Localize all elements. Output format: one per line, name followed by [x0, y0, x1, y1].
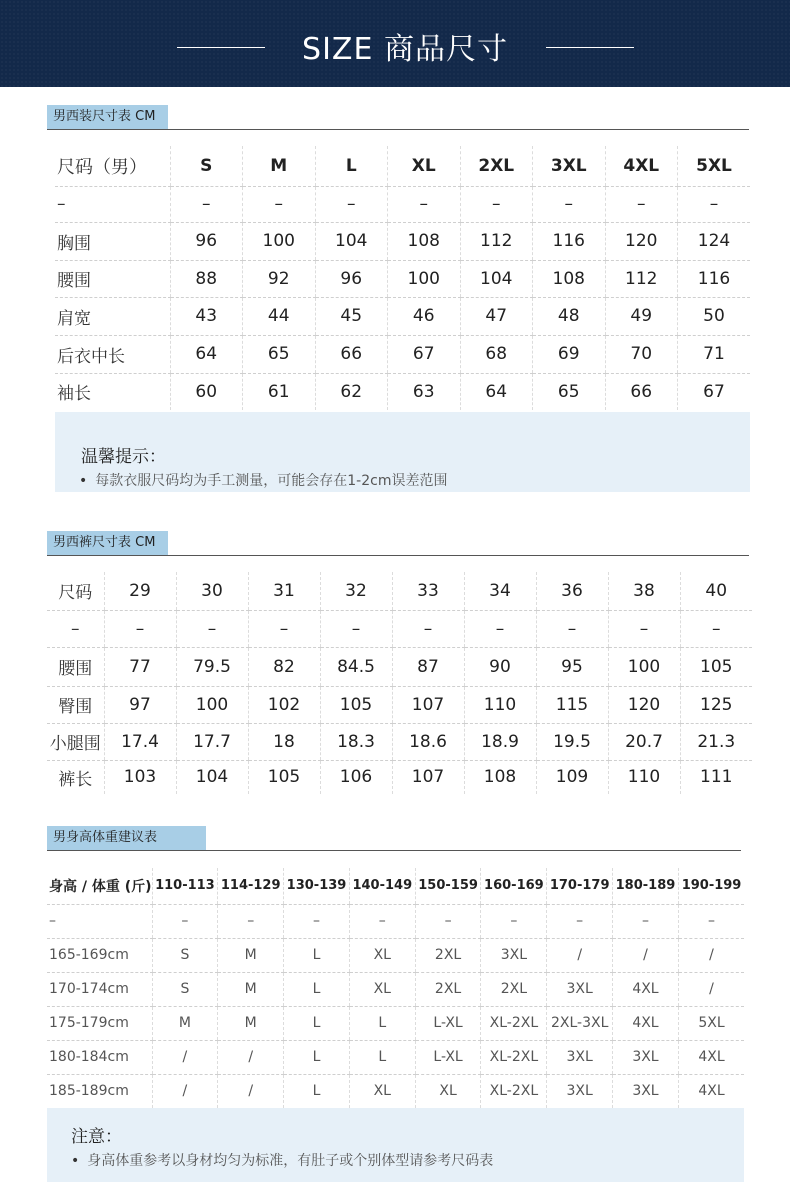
row-label: 170-174cm	[47, 972, 152, 1006]
table-cell: 108	[464, 760, 536, 794]
table-cell: 48	[533, 297, 606, 335]
column-header: M	[243, 146, 316, 186]
table-cell: L	[284, 1006, 350, 1040]
table-cell: L	[284, 1040, 350, 1074]
table-cell: XL	[349, 972, 415, 1006]
table-row	[55, 186, 750, 222]
table-cell: 46	[388, 297, 461, 335]
table-cell: XL	[415, 1074, 481, 1108]
table-cell: 95	[536, 647, 608, 686]
table-cell: 47	[460, 297, 533, 335]
header-left-rule	[177, 47, 265, 48]
column-header: 33	[392, 572, 464, 610]
table-cell: –	[315, 186, 388, 222]
table-cell: 105	[320, 686, 392, 723]
table-cell: 65	[243, 335, 316, 373]
table-cell: –	[533, 186, 606, 222]
table-cell: 100	[243, 222, 316, 260]
table-cell: 112	[605, 260, 678, 297]
table-cell: M	[152, 1006, 218, 1040]
table-cell: 107	[392, 760, 464, 794]
row-label: 185-189cm	[49, 1083, 129, 1100]
table-row	[47, 938, 744, 972]
table-cell: 3XL	[481, 938, 547, 972]
table-cell: /	[152, 1074, 218, 1108]
table-cell: 3XL	[547, 972, 613, 1006]
table-cell: 125	[680, 686, 752, 723]
row-label: 裤长	[58, 769, 93, 790]
table-cell: –	[392, 610, 464, 647]
table-cell: 79.5	[176, 647, 248, 686]
column-header: 3XL	[533, 146, 606, 186]
table-row	[47, 1074, 744, 1108]
table-cell: 69	[533, 335, 606, 373]
table-cell: 111	[680, 760, 752, 794]
table-cell: /	[678, 938, 744, 972]
pants-section-rule	[47, 555, 749, 556]
table-cell: 45	[315, 297, 388, 335]
table-cell: –	[243, 186, 316, 222]
table-row	[47, 1040, 744, 1074]
table-cell: L	[284, 938, 350, 972]
table-cell: /	[678, 972, 744, 1006]
row-label: 180-184cm	[47, 1040, 152, 1074]
table-cell: 88	[170, 260, 243, 297]
table-cell: 115	[536, 686, 608, 723]
column-header: 130-139	[284, 868, 350, 904]
pants-size-table-label: 男西裤尺寸表 CM	[47, 531, 168, 555]
table-cell: 66	[605, 373, 678, 410]
table-cell: 61	[243, 373, 316, 410]
table-cell: M	[218, 1006, 284, 1040]
table-cell: 49	[605, 297, 678, 335]
table-row	[55, 260, 750, 297]
table-cell: 18.3	[320, 723, 392, 760]
row-header-title: 身高 / 体重 (斤)	[47, 868, 152, 904]
column-header: 5XL	[678, 146, 751, 186]
table-cell: /	[613, 938, 679, 972]
table-cell: –	[170, 186, 243, 222]
table-cell: 105	[680, 647, 752, 686]
row-label: 165-169cm	[47, 938, 152, 972]
table-cell: 5XL	[678, 1006, 744, 1040]
suit-tip-item: • 每款衣服尺码均为手工测量，可能会存在1-2cm误差范围	[79, 470, 447, 490]
table-header-row	[55, 146, 750, 186]
row-label: 小腿围	[47, 723, 104, 760]
row-label: –	[47, 904, 152, 938]
table-cell: –	[248, 610, 320, 647]
table-cell: 4XL	[613, 1006, 679, 1040]
table-cell: 109	[536, 760, 608, 794]
table-cell: 44	[243, 297, 316, 335]
table-cell: –	[460, 186, 533, 222]
table-cell: 108	[533, 260, 606, 297]
height-weight-table	[47, 868, 744, 1108]
table-cell: –	[613, 904, 679, 938]
row-label: 肩宽	[55, 297, 170, 335]
table-cell: 104	[315, 222, 388, 260]
table-cell: 100	[608, 647, 680, 686]
table-cell: 50	[678, 297, 751, 335]
table-cell: 105	[248, 760, 320, 794]
header-right-rule	[546, 47, 634, 48]
table-row	[55, 297, 750, 335]
table-cell: 60	[170, 373, 243, 410]
page-header	[0, 0, 790, 87]
row-label: –	[55, 186, 170, 222]
table-cell: 70	[605, 335, 678, 373]
table-cell: 106	[320, 760, 392, 794]
table-cell: 4XL	[678, 1074, 744, 1108]
table-cell: –	[605, 186, 678, 222]
table-cell: –	[415, 904, 481, 938]
column-header: 110-113	[152, 868, 218, 904]
table-header-row	[47, 868, 744, 904]
suit-size-table-label: 男西装尺寸表 CM	[47, 105, 168, 129]
table-row	[47, 972, 744, 1006]
table-cell: 18.6	[392, 723, 464, 760]
row-label: –	[47, 610, 104, 647]
table-cell: 100	[176, 686, 248, 723]
fit-table-label: 男身高体重建议表	[47, 826, 206, 850]
column-header: 150-159	[415, 868, 481, 904]
table-cell: 107	[392, 686, 464, 723]
table-cell: 64	[460, 373, 533, 410]
table-cell: 116	[533, 222, 606, 260]
table-cell: 100	[388, 260, 461, 297]
table-cell: L	[284, 1074, 350, 1108]
table-row	[55, 222, 750, 260]
column-header: 38	[608, 572, 680, 610]
table-cell: 64	[170, 335, 243, 373]
fit-note-box	[47, 1108, 744, 1182]
column-header: 29	[104, 572, 176, 610]
table-cell: 104	[176, 760, 248, 794]
table-row	[55, 373, 750, 410]
table-cell: –	[608, 610, 680, 647]
table-row	[47, 686, 752, 723]
table-cell: 4XL	[678, 1040, 744, 1074]
suit-tip-box	[55, 412, 750, 492]
suit-tip-title: 温馨提示：	[81, 447, 166, 467]
table-cell: 77	[104, 647, 176, 686]
table-row	[47, 723, 752, 760]
table-cell: 120	[608, 686, 680, 723]
table-row	[47, 647, 752, 686]
table-cell: 104	[460, 260, 533, 297]
table-cell: XL	[349, 938, 415, 972]
column-header: XL	[388, 146, 461, 186]
row-header-title: 尺码	[47, 572, 104, 610]
column-header: 30	[176, 572, 248, 610]
table-cell: XL-2XL	[481, 1074, 547, 1108]
table-cell: 62	[315, 373, 388, 410]
column-header: 2XL	[460, 146, 533, 186]
column-header: 170-179	[547, 868, 613, 904]
table-cell: 97	[104, 686, 176, 723]
table-cell: –	[464, 610, 536, 647]
row-label: 袖长	[57, 384, 91, 405]
table-cell: 43	[170, 297, 243, 335]
table-cell: /	[218, 1040, 284, 1074]
table-cell: 18	[248, 723, 320, 760]
table-cell: 67	[388, 335, 461, 373]
table-cell: S	[152, 938, 218, 972]
table-header-row	[47, 572, 752, 610]
table-cell: 116	[678, 260, 751, 297]
table-cell: –	[547, 904, 613, 938]
suit-section-rule	[47, 129, 749, 130]
row-label: 胸围	[55, 222, 170, 260]
table-cell: XL-2XL	[481, 1040, 547, 1074]
table-cell: 19.5	[536, 723, 608, 760]
table-cell: 65	[533, 373, 606, 410]
table-cell: 103	[104, 760, 176, 794]
column-header: 34	[464, 572, 536, 610]
table-cell: 82	[248, 647, 320, 686]
table-cell: 2XL	[415, 972, 481, 1006]
table-cell: 3XL	[613, 1074, 679, 1108]
table-cell: L	[349, 1006, 415, 1040]
table-cell: /	[152, 1040, 218, 1074]
column-header: L	[315, 146, 388, 186]
row-header-title: 尺码（男）	[55, 146, 170, 186]
table-cell: /	[218, 1074, 284, 1108]
table-cell: 3XL	[547, 1040, 613, 1074]
table-cell: 2XL	[415, 938, 481, 972]
fit-section-rule	[47, 850, 741, 851]
column-header: 4XL	[605, 146, 678, 186]
table-cell: 17.4	[104, 723, 176, 760]
table-cell: –	[104, 610, 176, 647]
column-header: S	[170, 146, 243, 186]
column-header: 160-169	[481, 868, 547, 904]
table-cell: /	[547, 938, 613, 972]
table-cell: –	[680, 610, 752, 647]
column-header: 140-149	[349, 868, 415, 904]
column-header: 32	[320, 572, 392, 610]
table-cell: 21.3	[680, 723, 752, 760]
table-row	[47, 610, 752, 647]
column-header: 40	[680, 572, 752, 610]
table-cell: 108	[388, 222, 461, 260]
column-header: 190-199	[678, 868, 744, 904]
table-row	[47, 904, 744, 938]
table-cell: 90	[464, 647, 536, 686]
row-label: 后衣中长	[55, 335, 170, 373]
table-cell: M	[218, 972, 284, 1006]
row-label: 腰围	[55, 260, 170, 297]
column-header: 36	[536, 572, 608, 610]
row-label: 175-179cm	[47, 1006, 152, 1040]
table-cell: 84.5	[320, 647, 392, 686]
table-cell: –	[678, 186, 751, 222]
table-cell: S	[152, 972, 218, 1006]
fit-note-title: 注意：	[71, 1127, 122, 1147]
table-cell: 96	[170, 222, 243, 260]
table-cell: 110	[608, 760, 680, 794]
table-cell: –	[349, 904, 415, 938]
table-cell: L-XL	[415, 1040, 481, 1074]
table-cell: 3XL	[547, 1074, 613, 1108]
table-cell: –	[152, 904, 218, 938]
row-label: 腰围	[47, 647, 104, 686]
table-cell: XL-2XL	[481, 1006, 547, 1040]
table-cell: 124	[678, 222, 751, 260]
table-row	[47, 760, 752, 794]
column-header: 180-189	[613, 868, 679, 904]
table-cell: 92	[243, 260, 316, 297]
table-cell: 66	[315, 335, 388, 373]
table-cell: 3XL	[613, 1040, 679, 1074]
table-cell: 71	[678, 335, 751, 373]
table-cell: 110	[464, 686, 536, 723]
table-cell: 2XL	[481, 972, 547, 1006]
table-cell: L	[349, 1040, 415, 1074]
table-cell: –	[481, 904, 547, 938]
table-cell: M	[218, 938, 284, 972]
table-cell: 96	[315, 260, 388, 297]
table-cell: –	[388, 186, 461, 222]
table-cell: –	[320, 610, 392, 647]
table-cell: –	[678, 904, 744, 938]
table-cell: –	[218, 904, 284, 938]
column-header: 114-129	[218, 868, 284, 904]
table-cell: 17.7	[176, 723, 248, 760]
table-cell: –	[536, 610, 608, 647]
suit-size-table	[55, 146, 750, 410]
table-cell: 2XL-3XL	[547, 1006, 613, 1040]
table-row	[55, 335, 750, 373]
table-cell: XL	[349, 1074, 415, 1108]
column-header: 31	[248, 572, 320, 610]
pants-size-table	[47, 572, 752, 794]
table-cell: 102	[248, 686, 320, 723]
row-label: 臀围	[47, 686, 104, 723]
fit-note-item: • 身高体重参考以身材均匀为标准，有肚子或个别体型请参考尺码表	[71, 1150, 493, 1170]
table-cell: 4XL	[613, 972, 679, 1006]
table-row	[47, 1006, 744, 1040]
table-cell: 112	[460, 222, 533, 260]
table-cell: 63	[388, 373, 461, 410]
table-cell: 20.7	[608, 723, 680, 760]
table-cell: 67	[678, 373, 751, 410]
table-cell: –	[176, 610, 248, 647]
table-cell: –	[284, 904, 350, 938]
table-cell: 18.9	[464, 723, 536, 760]
table-cell: 87	[392, 647, 464, 686]
table-cell: 68	[460, 335, 533, 373]
table-cell: L-XL	[415, 1006, 481, 1040]
table-cell: 120	[605, 222, 678, 260]
table-cell: L	[284, 972, 350, 1006]
page-title: SIZE 商品尺寸	[302, 32, 508, 67]
